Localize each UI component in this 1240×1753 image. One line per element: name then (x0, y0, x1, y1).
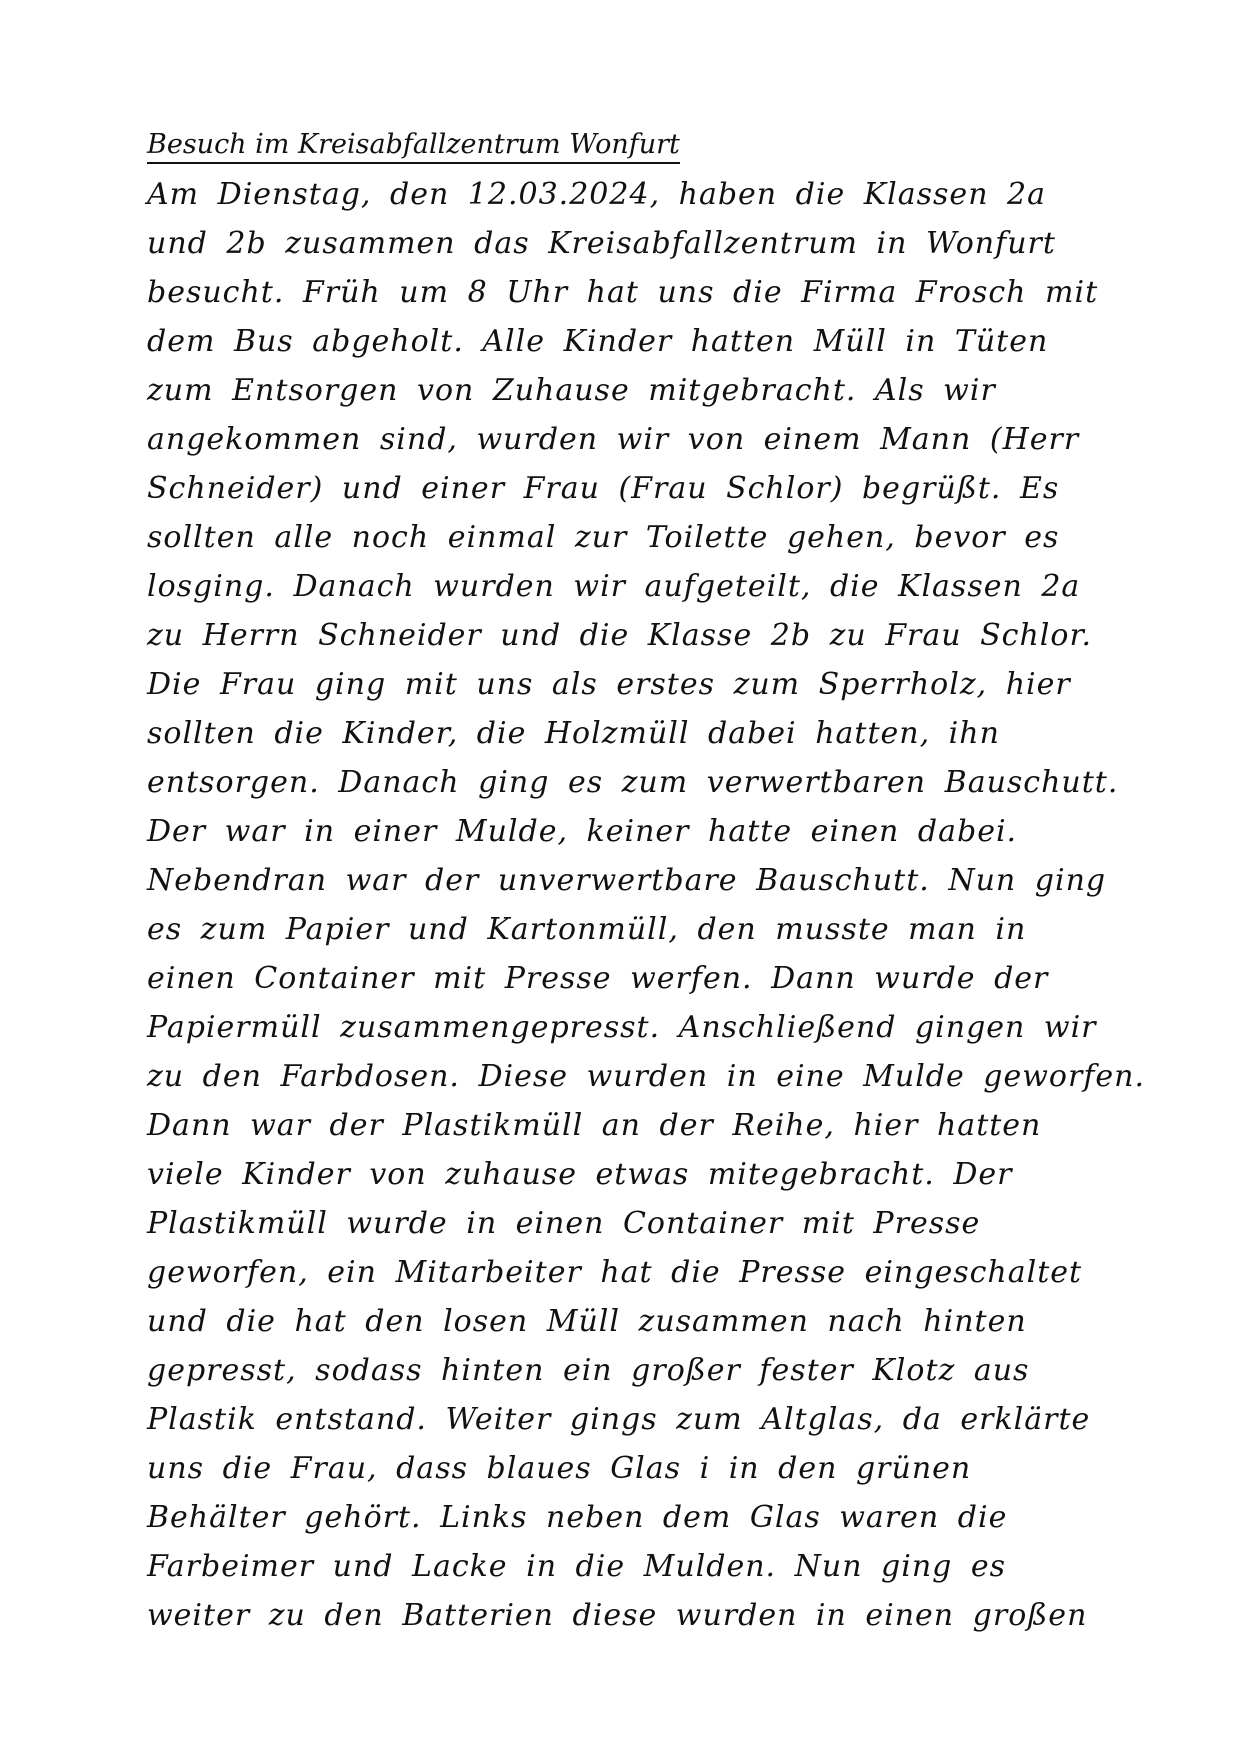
text-line: Plastik entstand. Weiter gings zum Altglas, da erklärte (147, 1402, 1091, 1437)
text-line: angekommen sind, wurden wir von einem Mann (Herr (147, 422, 1080, 457)
text-line: und 2b zusammen das Kreisabfallzentrum in Wonfurt (147, 226, 1056, 261)
text-line: Plastikmüll wurde in einen Container mit Presse (147, 1206, 981, 1241)
text-line: sollten die Kinder, die Holzmüll dabei hatten, ihn (147, 716, 1000, 751)
text-line: zu Herrn Schneider und die Klasse 2b zu Frau Schlor. (147, 618, 1093, 653)
text-line: entsorgen. Danach ging es zum verwertbaren Bauschutt. (147, 765, 1119, 800)
text-line: Farbeimer und Lacke in die Mulden. Nun ging es (147, 1549, 1007, 1584)
text-line: Der war in einer Mulde, keiner hatte einen dabei. (147, 814, 1018, 849)
text-line: Behälter gehört. Links neben dem Glas waren die (147, 1500, 1008, 1535)
text-line: uns die Frau, dass blaues Glas i in den grünen (147, 1451, 972, 1486)
text-line: Nebendran war der unverwertbare Bauschutt. Nun ging (147, 863, 1107, 898)
text-line: es zum Papier und Kartonmüll, den musste man in (147, 912, 1027, 947)
page-title: Besuch im Kreisabfallzentrum Wonfurt (147, 128, 680, 164)
text-line: sollten alle noch einmal zur Toilette gehen, bevor es (147, 520, 1060, 555)
text-line: dem Bus abgeholt. Alle Kinder hatten Müll in Tüten (147, 324, 1049, 359)
text-line: zu den Farbdosen. Diese wurden in eine Mulde geworfen. (147, 1059, 1146, 1094)
text-line: Dann war der Plastikmüll an der Reihe, hier hatten (147, 1108, 1042, 1143)
text-line: zum Entsorgen von Zuhause mitgebracht. Als wir (147, 373, 996, 408)
text-line: Papiermüll zusammengepresst. Anschließend gingen wir (147, 1010, 1097, 1045)
text-line: besucht. Früh um 8 Uhr hat uns die Firma Frosch mit (147, 275, 1099, 310)
text-line: weiter zu den Batterien diese wurden in einen großen (147, 1598, 1088, 1633)
text-line: losging. Danach wurden wir aufgeteilt, die Klassen 2a (147, 569, 1081, 604)
text-line: einen Container mit Presse werfen. Dann wurde der (147, 961, 1049, 996)
handwritten-text-block (147, 128, 1146, 1640)
text-line: und die hat den losen Müll zusammen nach hinten (147, 1304, 1027, 1339)
text-line: viele Kinder von zuhause etwas mitegebracht. Der (147, 1157, 1013, 1192)
text-line: Die Frau ging mit uns als erstes zum Sperrholz, hier (147, 667, 1071, 702)
text-line: Schneider) und einer Frau (Frau Schlor) begrüßt. Es (147, 471, 1060, 506)
text-line: geworfen, ein Mitarbeiter hat die Presse eingeschaltet (147, 1255, 1083, 1290)
body-text (147, 170, 1146, 1640)
text-line: gepresst, sodass hinten ein großer fester Klotz aus (147, 1353, 1030, 1388)
text-line: Am Dienstag, den 12.03.2024, haben die Klassen 2a (147, 177, 1047, 212)
